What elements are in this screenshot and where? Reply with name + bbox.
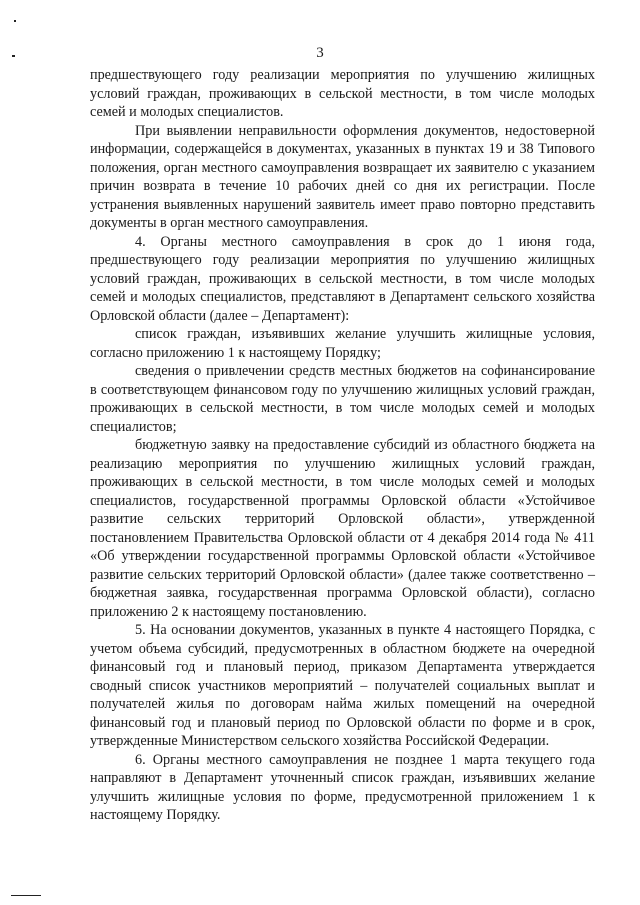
scan-mark [11, 895, 41, 896]
paragraph-citizens-list: список граждан, изъявивших желание улучшить жилищные условия, согласно приложению 1 к настоящему Порядку; [90, 326, 595, 361]
scan-mark [14, 20, 16, 22]
paragraph-document-errors: При выявлении неправильности оформления документов, недостоверной информации, содержащейся в документах, указанных в пунктах 19 и 38 Типового положения, орган местного самоуправления возвращает их заявителю с указанием причин возврата в течение 10 рабочих дней со дня их регистрации. После устранения выявленных нарушений заявитель имеет право повторно представить документы в орган местного самоуправления. [90, 122, 595, 231]
document-body [90, 66, 595, 825]
paragraph-continuation: предшествующего году реализации мероприятия по улучшению жилищных условий граждан, проживающих в сельской местности, в том числе молодых семей и молодых специалистов. [90, 67, 595, 120]
paragraph-local-budget-info: сведения о привлечении средств местных бюджетов на софинансирование в соответствующем финансовом году по улучшению жилищных условий граждан, проживающих в сельской местности, в том числе молодых семей и молодых специалистов; [90, 363, 595, 435]
paragraph-item-5: 5. На основании документов, указанных в пункте 4 настоящего Порядка, с учетом объема субсидий, предусмотренных в областном бюджете на очередной финансовый год и плановый период, приказом Департамента утверждается сводный список участников мероприятий – получателей социальных выплат и получателей жилья по договорам найма жилых помещений на очередной финансовый год и плановый период по Орловской области по форме и в срок, утвержденные Министерством сельского хозяйства Российской Федерации. [90, 622, 595, 749]
paragraph-item-6: 6. Органы местного самоуправления не позднее 1 марта текущего года направляют в Департамент уточненный список граждан, изъявивших желание улучшить жилищные условия по форме, предусмотренной приложением 1 к настоящему Порядку. [90, 751, 595, 823]
paragraph-item-4: 4. Органы местного самоуправления в срок до 1 июня года, предшествующего году реализации мероприятия по улучшению жилищных условий граждан, проживающих в сельской местности, в том числе молодых семей и молодых специалистов, представляют в Департамент сельского хозяйства Орловской области (далее – Департамент): [90, 233, 595, 324]
paragraph-budget-request: бюджетную заявку на предоставление субсидий из областного бюджета на реализацию мероприятия по улучшению жилищных условий граждан, проживающих в сельской местности, в том числе молодых семей и молодых специалистов, государственной программы Орловской области «Устойчивое развитие сельских территорий Орловской области», утвержденной постановлением Правительства Орловской области от 4 декабря 2014 года № 411 «Об утверждении государственной программы Орловской области «Устойчивое развитие сельских территорий Орловской области» (далее также соответственно – бюджетная заявка, государственная программа Орловской области), согласно приложению 2 к настоящему постановлению. [90, 437, 595, 620]
page-number: 3 [316, 45, 324, 61]
